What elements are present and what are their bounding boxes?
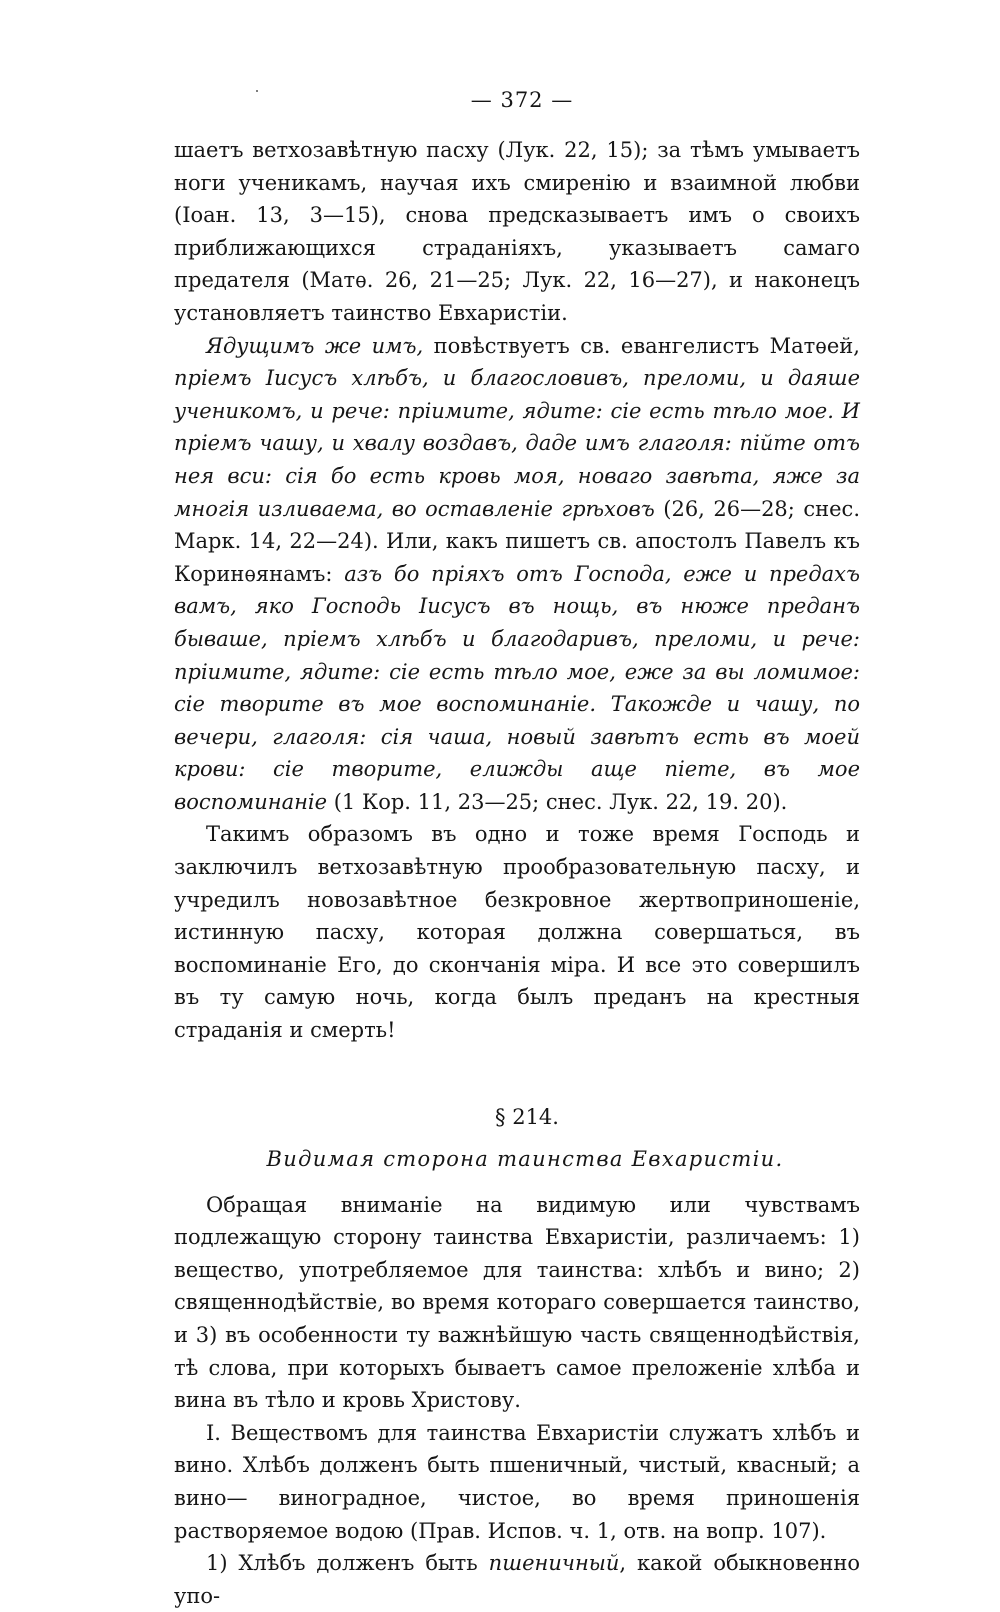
paragraph-3: Такимъ образомъ въ одно и тоже время Господь и заключилъ ветхозавѣтную прообразовательную пасху, и учредилъ новозавѣтное безкровное жертвоприношеніе, истинную пасху, которая должна совершаться, въ воспоминаніе Его, до скончанія міра. И все это совершилъ въ ту самую ночь, когда былъ преданъ на крестныя страданія и смерть! — [174, 822, 860, 1043]
paragraph-5: I. Веществомъ для таинства Евхаристіи служатъ хлѣбъ и вино. Хлѣбъ долженъ быть пшеничный, чистый, квасный; а вино— виноградное, чистое, во время приношенія растворяемое водою (Прав. Испов. ч. 1, отв. на вопр. 107). — [174, 1420, 860, 1543]
scripture-quote: пріемъ Іисусъ хлѣбъ, и благословивъ, преломи, и даяше ученикомъ, и рече: пріимите, ядите: сіе есть тѣло мое. И пріемъ чашу, и хвалу воздавъ, даде имъ глаголя: пійте отъ нея вси: сія бо есть кровь моя, новаго завѣта, яже за многія изливаема, во оставленіе грѣховъ — [174, 366, 860, 521]
scripture-quote: азъ бо пріяхъ отъ Господа, еже и предахъ вамъ, яко Господь Іисусъ въ нощь, въ нюже преданъ бываше, пріемъ хлѣбъ и благодаривъ, преломи, и рече: пріимите, ядите: сіе есть тѣло мое, еже за вы ломимое: сіе творите въ мое воспоминаніе. Такожде и чашу, по вечери, глаголя: сія чаша, новый завѣтъ есть въ моей крови: сіе творите, елижды аще піете, въ мое воспоминаніе — [174, 561, 861, 814]
paragraph-1: шаетъ ветхозавѣтную пасху (Лук. 22, 15); за тѣмъ умываетъ ноги ученикамъ, научая ихъ смиренію и взаимной любви (Іоан. 13, 3—15), снова предсказываетъ имъ о своихъ приближающихся страданіяхъ, указываетъ самаго предателя (Матѳ. 26, 21—25; Лук. 22, 16—27), и наконецъ установляетъ таинство Евхаристіи. — [174, 138, 860, 325]
paragraph-6 — [174, 1547, 860, 1612]
paragraph-text: 1) Хлѣбъ долженъ быть — [206, 1551, 489, 1576]
paragraph-text: повѣствуетъ св. евангелистъ Матѳей, — [423, 333, 860, 358]
emphasis: пшеничный — [488, 1551, 620, 1576]
section-number: § 214. — [495, 1104, 559, 1129]
paragraph-text: , какой обыкновенно упо- — [174, 1551, 861, 1608]
scripture-quote: Ядущимъ же имъ, — [206, 333, 424, 358]
page-number: — 372 — — [470, 88, 574, 112]
paragraph-4: Обращая вниманіе на видимую или чувствамъ подлежащую сторону таинства Евхаристіи, различаемъ: 1) вещество, употребляемое для таинства: хлѣбъ и вино; 2) священнодѣйствіе, во время котораго совершается таинство, и 3) въ особенности ту важнѣйшую часть священнодѣйствія, тѣ слова, при которыхъ бываетъ самое преложеніе хлѣба и вина въ тѣло и кровь Христову. — [174, 1192, 860, 1413]
paragraph-text: (1 Кор. 11, 23—25; снес. Лук. 22, 19. 20). — [327, 789, 788, 814]
paragraph-2 — [174, 330, 860, 819]
book-page — [174, 88, 860, 1612]
paragraph-text: (26, 26—28; снес. Марк. 14, 22—24). Или, какъ пишетъ св. апостолъ Павелъ къ Коринѳянамъ: — [174, 496, 860, 586]
section-title: Видимая сторона таинства Евхаристіи. — [266, 1146, 784, 1171]
